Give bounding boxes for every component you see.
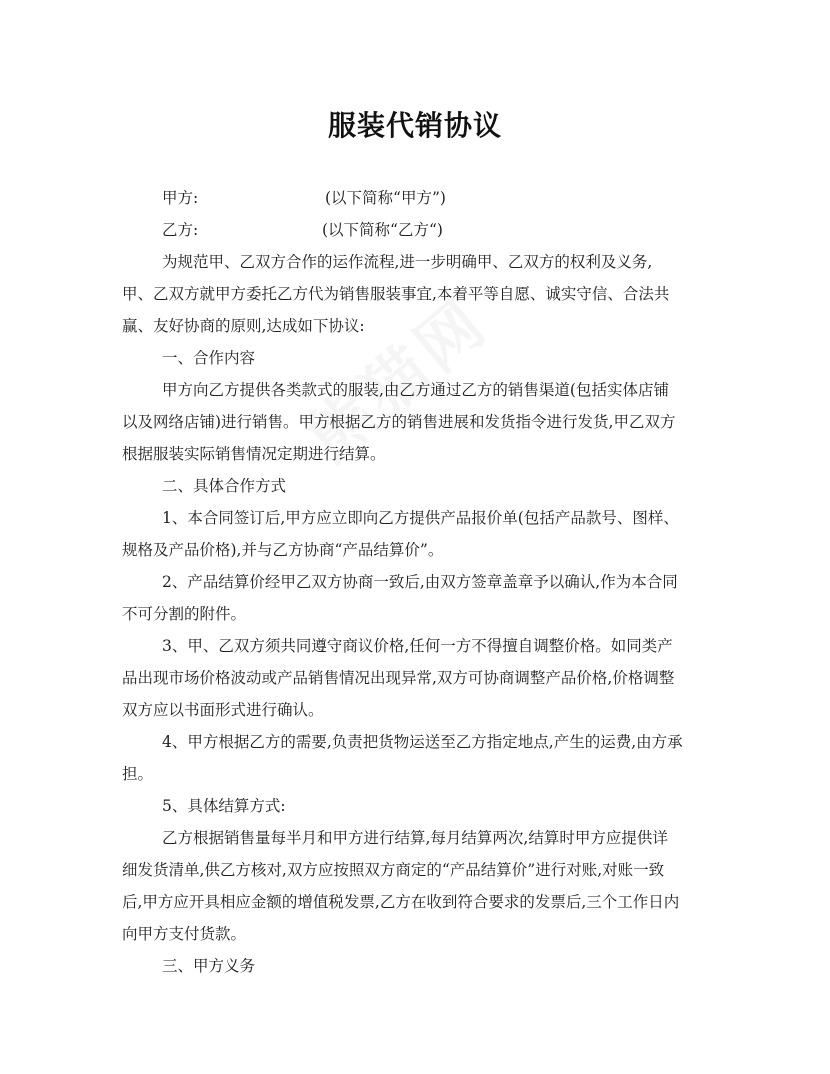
clause-5-line-2: 细发货清单,供乙方核对,双方应按照双方商定的“产品结算价”进行对账,对账一致 <box>122 861 665 879</box>
party-b-note: (以下简称“乙方“) <box>322 221 443 239</box>
clause-2-line-1: 2、产品结算价经甲乙双方协商一致后,由双方签章盖章予以确认,作为本合同 <box>162 573 678 591</box>
clause-3-line-1: 3、甲、乙双方须共同遵守商议价格,任何一方不得擅自调整价格。如同类产 <box>162 637 673 655</box>
clause-3-line-3: 双方应以书面形式进行确认。 <box>122 701 324 719</box>
clause-3-line-2: 品出现市场价格波动或产品销售情况出现异常,双方可协商调整产品价格,价格调整 <box>122 669 675 687</box>
body-line-intro-1: 为规范甲、乙双方合作的运作流程,进一步明确甲、乙双方的权利及义务, <box>162 253 653 271</box>
clause-2-line-2: 不可分割的附件。 <box>122 605 247 623</box>
clause-1-line-2: 规格及产品价格),并与乙方协商“产品结算价”。 <box>122 541 444 559</box>
section-heading-3: 三、甲方义务 <box>162 957 256 975</box>
clause-5-line-3: 后,甲方应开具相应金额的增值税发票,乙方在收到符合要求的发票后,三个工作日内 <box>122 893 680 911</box>
body-line-s1-3: 根据服装实际销售情况定期进行结算。 <box>122 445 386 463</box>
clause-5-line-4: 向甲方支付货款。 <box>122 925 247 943</box>
clause-1-line-1: 1、本合同签订后,甲方应立即向乙方提供产品报价单(包括产品款号、图样、 <box>162 509 679 527</box>
body-line-intro-2: 甲、乙双方就甲方委托乙方代为销售服装事宜,本着平等自愿、诚实守信、合法共 <box>122 285 670 303</box>
body-line-s1-1: 甲方向乙方提供各类款式的服装,由乙方通过乙方的销售渠道(包括实体店铺 <box>162 381 669 399</box>
party-a-label: 甲方: <box>162 189 199 207</box>
document-title: 服装代销协议 <box>327 109 502 142</box>
clause-5-line-1: 乙方根据销售量每半月和甲方进行结算,每月结算两次,结算时甲方应提供详 <box>162 829 668 847</box>
body-line-intro-3: 赢、友好协商的原则,达成如下协议: <box>122 317 365 335</box>
party-a-note: (以下简称“甲方”) <box>325 189 446 207</box>
clause-4-line-1: 4、甲方根据乙方的需要,负责把货物运送至乙方指定地点,产生的运费,由方承 <box>162 733 683 751</box>
body-line-s1-2: 以及网络店铺)进行销售。甲方根据乙方的销售进展和发货指令进行发货,甲乙双方 <box>122 413 676 431</box>
clause-4-line-2: 担。 <box>122 765 154 783</box>
section-heading-2: 二、具体合作方式 <box>162 477 287 495</box>
section-heading-1: 一、合作内容 <box>162 349 256 367</box>
clause-5-heading: 5、具体结算方式: <box>162 797 286 815</box>
party-b-label: 乙方: <box>162 221 199 239</box>
